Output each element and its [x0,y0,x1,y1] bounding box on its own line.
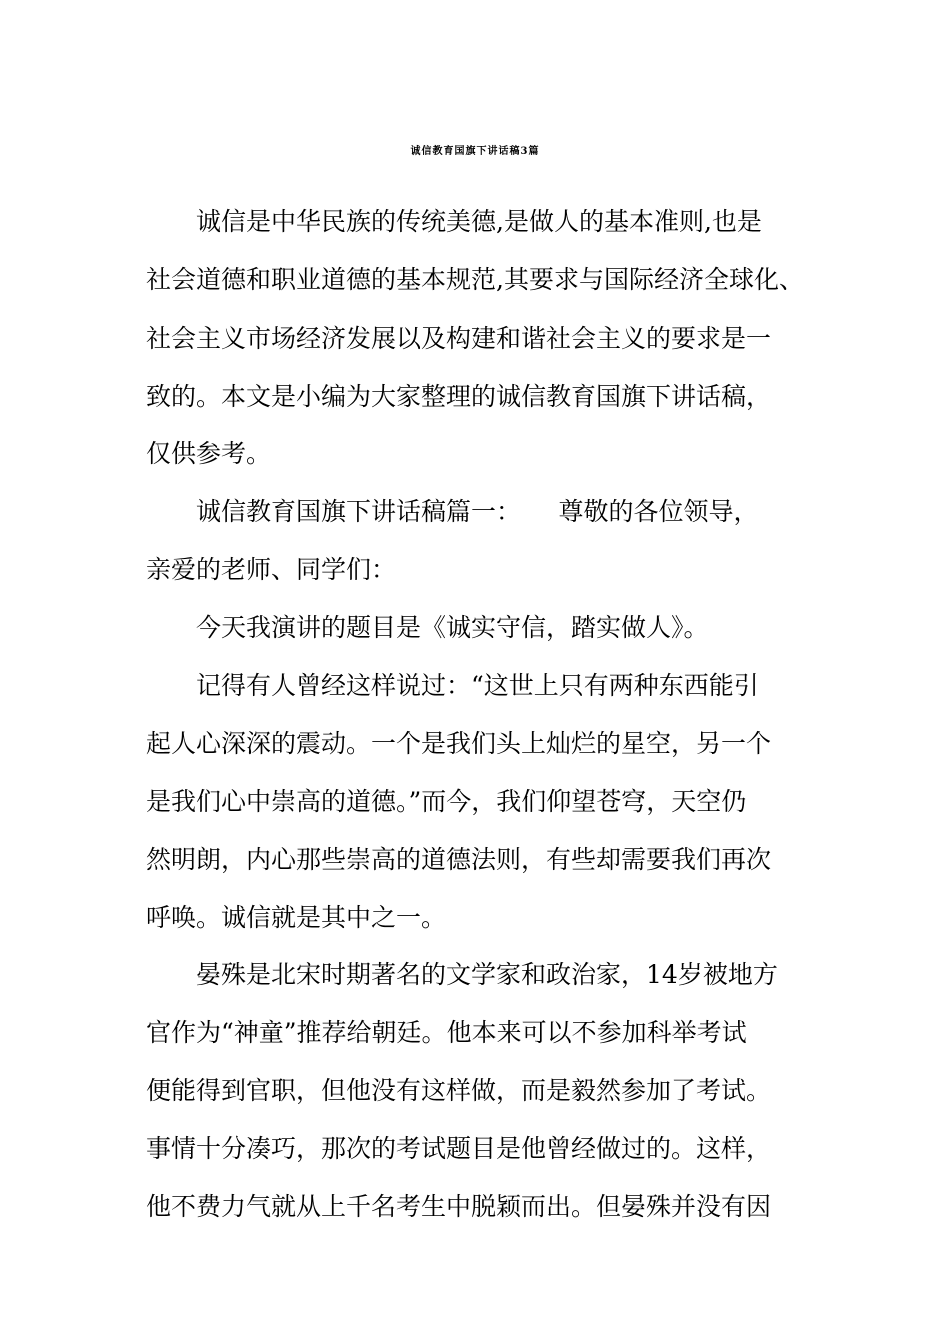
text-line: 他不费力气就从上千名考生中脱颖而出。但晏殊并没有因 [146,1192,772,1221]
text-line: 晏殊是北宋时期著名的文学家和政治家，14岁被地方 [196,960,778,989]
text-line: 今天我演讲的题目是《诚实守信，踏实做人》。 [196,613,709,642]
text-line: 事情十分凑巧，那次的考试题目是他曾经做过的。这样， [146,1134,772,1163]
text-line: 社会道德和职业道德的基本规范,其要求与国际经济全球化、 [146,265,804,294]
text-line: 官作为“神童”推荐给朝廷。他本来可以不参加科举考试 [146,1018,747,1047]
text-line: 是我们心中崇高的道德。”而今，我们仰望苍穹，天空仍 [146,787,747,816]
text-line: 亲爱的老师、同学们： [146,555,397,584]
text-line: 诚信是中华民族的传统美德,是做人的基本准则,也是 [196,207,762,236]
text-line: 然明朗，内心那些崇高的道德法则，有些却需要我们再次 [146,845,772,874]
text-line: 致的。本文是小编为大家整理的诚信教育国旗下讲话稿， [146,382,772,411]
document-title: 诚信教育国旗下讲话稿3篇 [410,146,540,157]
text-line: 呼唤。诚信就是其中之一。 [146,903,447,932]
text-line: 便能得到官职，但他没有这样做，而是毅然参加了考试。 [146,1076,772,1105]
text-line: 记得有人曾经这样说过：“这世上只有两种东西能引 [196,671,759,700]
text-line: 社会主义市场经济发展以及构建和谐社会主义的要求是一 [146,324,772,353]
text-line: 仅供参考。 [146,439,272,468]
text-line: 起人心深深的震动。一个是我们头上灿烂的星空，另一个 [146,729,772,758]
text-line: 诚信教育国旗下讲话稿篇一： 尊敬的各位领导， [196,497,759,526]
